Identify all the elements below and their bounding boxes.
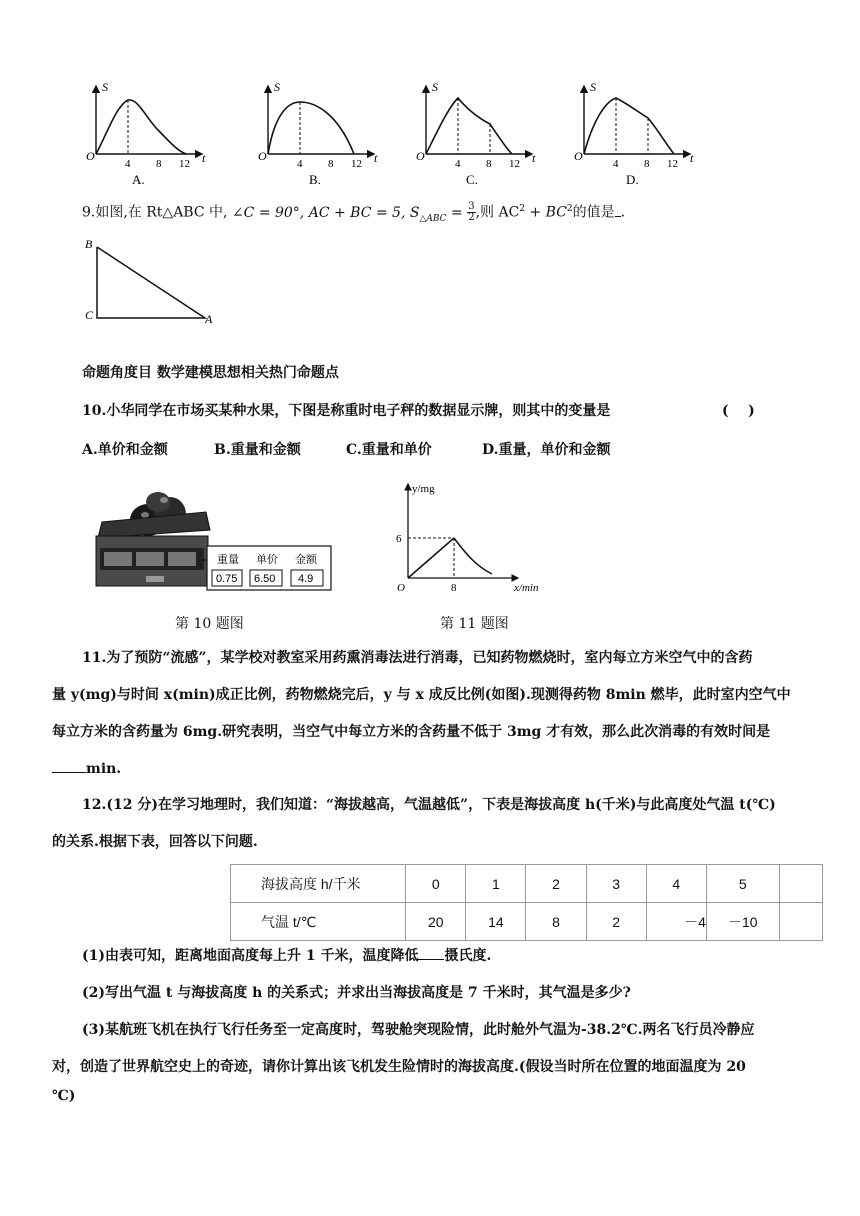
q11-y-tick-6: 6 [396,533,402,545]
scale-button [146,576,164,582]
q11-x-tick-8: 8 [451,582,457,594]
graph-c [416,80,536,187]
triangle-svg [80,235,220,327]
scale-lcd-3 [168,552,196,566]
tick-8: 8 [644,158,650,170]
q11-graph [388,478,558,600]
altitude-temperature-table [230,864,823,941]
table-row [231,903,823,941]
q11-graph-svg [388,478,558,600]
q12-part-1-a: (1)由表可知，距离地面高度每上升 1 千米，温度降低 [82,948,419,964]
table-cell: 气温 t/℃ [231,903,406,941]
q12-part-1-b: 摄氏度. [444,948,492,964]
q10-option-b[interactable]: B.重量和金额 [214,442,301,458]
axis-s-label: S [432,80,438,94]
axis-s-label: S [102,80,108,94]
origin-label: O [86,149,95,163]
q9-sub: △ABC [419,213,447,224]
tick-8: 8 [328,158,334,170]
q12-part-3-line-1: (3)某航班飞机在执行飞行任务至一定高度时，驾驶舱突现险情，此时舱外气温为-38.2℃.两名飞行员冷静应 [82,1022,755,1038]
graph-d [574,80,694,187]
electronic-scale-figure [90,490,340,600]
q9-sup1: 2 [519,204,526,214]
q12-part-1 [82,938,822,975]
table-cell: 5 [706,865,779,903]
curve-a [96,100,186,154]
scale-svg [90,490,340,600]
table-cell: 0 [406,865,466,903]
scale-header-weight: 重量 [217,554,239,566]
tick-8: 8 [486,158,492,170]
scale-lcd-1 [104,552,132,566]
q9-period: . [620,204,626,221]
q10-bracket: ( ) [722,403,755,419]
table-cell: 海拔高度 h/千米 [231,865,406,903]
q11-xlabel: x/min [514,582,539,594]
tick-12: 12 [179,158,190,170]
scale-lcd-2 [136,552,164,566]
q11-line-2: 量 y(mg)与时间 x(min)成正比例，药物燃烧完后，y 与 x 成反比例(如图).现测得药物 8min 燃毕，此时室内空气中 [52,687,791,703]
vertex-a-label: A [205,312,213,326]
section-heading: 命题角度目 数学建模思想相关热门命题点 [82,365,339,381]
scale-value-amount: 4.9 [298,573,314,585]
q11-figure-caption: 第 11 题图 [440,616,509,632]
origin-label: O [416,149,425,163]
inverse-curve [454,538,492,574]
table-row [231,865,823,903]
q11-answer-blank[interactable] [52,758,86,773]
origin-label: O [574,149,583,163]
table-cell: 14 [466,903,526,941]
q11-line-3: 每立方米的含药量为 6mg.研究表明，当空气中每立方米的含药量不低于 3mg 才有效，那么此次消毒的有效时间是 [52,724,771,740]
q10-option-d[interactable]: D.重量，单价和金额 [482,442,611,458]
q12-part-1-blank[interactable] [418,945,444,960]
q9-text [82,199,625,228]
curve-d [584,98,674,154]
q9-plus: + BC [525,204,567,221]
tick-4: 4 [297,158,303,170]
tick-12: 12 [351,158,362,170]
option-d-label: D. [626,172,639,187]
q12-parts [52,938,822,1106]
q10-option-c[interactable]: C.重量和单价 [346,442,432,458]
q9-prefix: 9.如图,在 Rt△ABC 中, [82,204,232,221]
scale-header-price: 单价 [256,554,278,566]
graph-options [80,78,700,190]
q11-ylabel: y/mg [412,483,435,495]
axis-s-label: S [590,80,596,94]
graph-a [86,80,206,187]
q9-end: 的值是 [572,204,615,221]
tick-4: 4 [125,158,131,170]
table-cell: 1 [466,865,526,903]
q11-line-4-end: min. [86,761,122,777]
axis-t-label: t [690,151,694,165]
q11-line-1: 11.为了预防“流感”，某学校对教室采用药熏消毒法进行消毒，已知药物燃烧时，室内每立方米空气中的含药 [82,650,753,666]
axis-t-label: t [202,151,206,165]
q11-line-4 [52,751,822,788]
scale-header-amount: 金额 [295,554,317,566]
q9-eq: = [446,204,468,221]
table-cell: 2 [526,865,586,903]
q12-line-2: 的关系.根据下表，回答以下问题. [52,834,258,850]
q10-stem: 10.小华同学在市场买某种水果，下图是称重时电子秤的数据显示牌，则其中的变量是 [82,403,611,419]
q9-frac-num: 3 [468,201,475,213]
q12-part-2: (2)写出气温 t 与海拔高度 h 的关系式；并求出当海拔高度是 7 千米时，其气温是多少? [82,985,631,1001]
q12-text [52,787,822,861]
q11-text [52,640,822,788]
tick-4: 4 [455,158,461,170]
tick-4: 4 [613,158,619,170]
axis-t-label: t [532,151,536,165]
table-cell: 8 [526,903,586,941]
curve-b [268,102,354,154]
q9-frac-den: 2 [468,212,475,224]
vertex-b-label: B [85,237,93,251]
q10-figure-caption: 第 10 题图 [175,616,244,632]
q12-part-3-line-3: ℃) [52,1088,76,1104]
graph-b [258,80,378,187]
linear-segment [408,538,454,578]
table-cell: 3 [586,865,646,903]
option-a-label: A. [132,172,145,187]
table-cell [779,903,822,941]
table-cell: 20 [406,903,466,941]
graph-options-svg [80,78,700,190]
tick-8: 8 [156,158,162,170]
scale-value-weight: 0.75 [216,573,238,585]
triangle-figure [80,235,220,327]
triangle-abc [97,247,205,318]
q9-then: ,则 AC [475,204,520,221]
q12-line-1: 12.(12 分)在学习地理时，我们知道：“海拔越高，气温越低”，下表是海拔高度 h(千米)与此高度处气温 t(℃) [82,797,776,813]
q9-math: ∠C = 90°, AC + BC = 5, S [231,204,420,221]
table-cell: 2 [586,903,646,941]
table-cell: －10 [706,903,779,941]
axis-t-label: t [374,151,378,165]
curve-c [426,98,512,154]
table-cell: －4 [646,903,706,941]
tick-12: 12 [667,158,678,170]
tick-12: 12 [509,158,520,170]
q11-origin: O [397,582,405,594]
scale-value-price: 6.50 [254,573,276,585]
origin-label: O [258,149,267,163]
q12-part-3-line-2: 对，创造了世界航空史上的奇迹，请你计算出该飞机发生险情时的海拔高度.(假设当时所在位置的地面温度为 20 [52,1059,746,1075]
q9-sup2: 2 [566,204,573,214]
vertex-c-label: C [85,308,94,322]
q10-option-a[interactable]: A.单价和金额 [82,442,168,458]
option-c-label: C. [466,172,478,187]
table-cell: 4 [646,865,706,903]
option-b-label: B. [309,172,321,187]
q9-fraction [467,202,475,223]
axis-s-label: S [274,80,280,94]
table-cell [779,865,822,903]
